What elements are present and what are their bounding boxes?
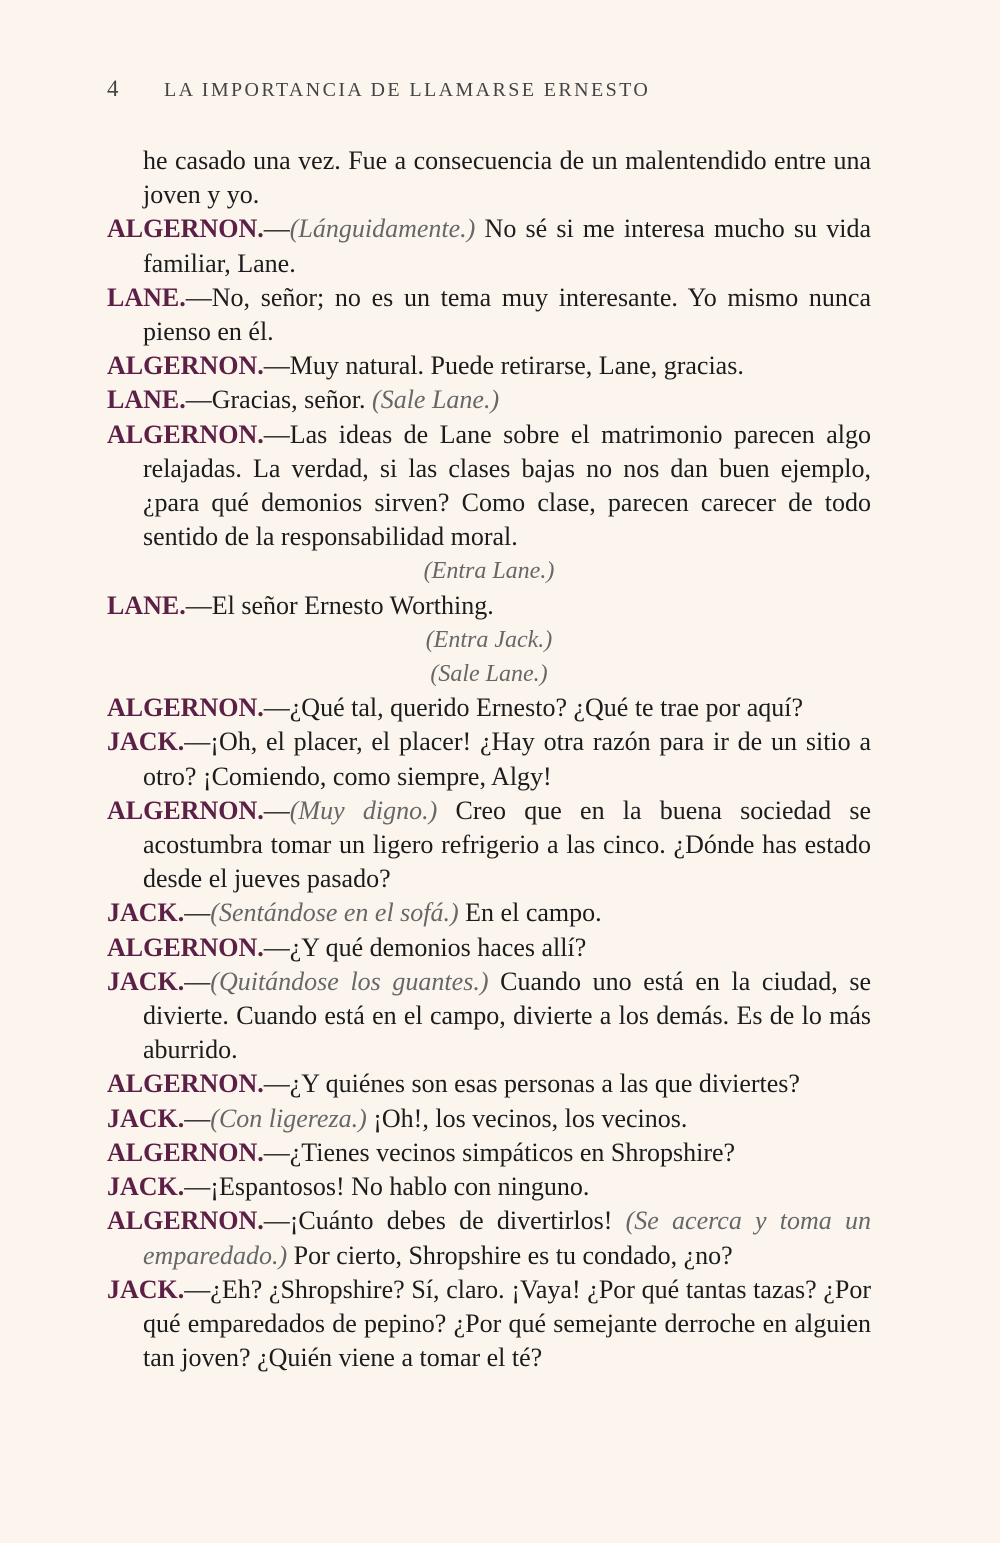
speaker-name: ALGERNON. (107, 795, 264, 825)
em-dash: — (185, 282, 212, 312)
dialogue-text: Creo que en la buena sociedad se acostumbra tomar un ligero refrigerio a las cinco. ¿Dónde has estado desde el jueves pasado? (143, 795, 871, 894)
em-dash: — (263, 419, 290, 449)
speaker-name: ALGERNON. (107, 419, 264, 449)
speaker-name: LANE. (107, 282, 186, 312)
speaker-name: ALGERNON. (107, 1069, 264, 1099)
speaker-name: JACK. (107, 727, 185, 757)
speaker-name: ALGERNON. (107, 1137, 264, 1167)
speaker-name: JACK. (107, 966, 185, 996)
stage-direction: (Sale Lane.) (430, 661, 548, 688)
speaker-name: JACK. (107, 1172, 185, 1202)
dialogue-text: No sé si me interesa mucho su vida familiar, Lane. (143, 214, 871, 278)
em-dash: — (263, 351, 290, 381)
speaker-name: JACK. (107, 898, 185, 928)
speaker-name: LANE. (107, 385, 186, 415)
dialogue-text: ¿Qué tal, querido Ernesto? ¿Qué te trae por aquí? (289, 693, 804, 723)
dialogue-text: Gracias, señor. (211, 385, 373, 415)
dialogue-text: ¿Eh? ¿Shropshire? Sí, claro. ¡Vaya! ¿Por qué tantas tazas? ¿Por qué emparedados de pepino? ¿Por qué semejante derroche en alguien tan joven? ¿Quién viene a tomar el té? (143, 1274, 871, 1373)
running-head (107, 76, 650, 106)
dialogue-line (107, 383, 871, 417)
dialogue-text: ¿Y qué demonios haces allí? (289, 932, 587, 962)
speaker-name: ALGERNON. (107, 1206, 264, 1236)
em-dash: — (263, 1137, 290, 1167)
em-dash: — (184, 966, 211, 996)
speaker-name: ALGERNON. (107, 351, 264, 381)
em-dash: — (263, 693, 290, 723)
stage-direction-inline: (Con ligereza.) (210, 1103, 367, 1133)
em-dash: — (184, 1103, 211, 1133)
dialogue-line (107, 1067, 871, 1101)
stage-direction-inline: (Sentándose en el sofá.) (210, 898, 459, 928)
stage-direction-inline: (Quitándose los guantes.) (210, 966, 489, 996)
dialogue-text: ¡Espantosos! No hablo con ninguno. (210, 1172, 590, 1202)
dialogue-line (107, 589, 871, 623)
em-dash: — (263, 214, 290, 244)
dialogue-text: Cuando uno está en la ciudad, se divierte. Cuando está en el campo, divierte a los demás. Es de lo más aburrido. (143, 966, 872, 1065)
dialogue-line (107, 691, 871, 725)
stage-direction-inline: (Se acerca y toma un emparedado.) (143, 1206, 872, 1270)
speaker-name: ALGERNON. (107, 214, 264, 244)
em-dash: — (184, 727, 211, 757)
dialogue-line (107, 281, 871, 349)
dialogue-text: No, señor; no es un tema muy interesante. Yo mismo nunca pienso en él. (143, 282, 871, 347)
page-number: 4 (107, 76, 119, 101)
stage-direction: (Entra Jack.) (425, 626, 553, 653)
em-dash: — (184, 1172, 211, 1202)
stage-direction-inline: (Sale Lane.) (372, 385, 500, 415)
dialogue-line (107, 212, 871, 280)
dialogue-line (107, 896, 871, 930)
speaker-name: ALGERNON. (107, 932, 264, 962)
em-dash: — (184, 898, 211, 928)
em-dash: — (263, 932, 290, 962)
dialogue-line (107, 1170, 871, 1204)
dialogue-line (107, 931, 871, 965)
speaker-name: JACK. (107, 1274, 185, 1304)
book-title: LA IMPORTANCIA DE LLAMARSE ERNESTO (164, 79, 651, 101)
dialogue-line (107, 1204, 871, 1272)
stage-direction: (Entra Lane.) (423, 558, 555, 585)
dialogue-line (107, 794, 871, 897)
dialogue-text: ¡Oh!, los vecinos, los vecinos. (366, 1103, 688, 1133)
stage-direction-inline: (Muy digno.) (289, 795, 438, 825)
dialogue-line (107, 349, 871, 383)
dialogue-line (107, 725, 871, 793)
dialogue-line (107, 965, 871, 1068)
em-dash: — (263, 795, 290, 825)
stage-direction-inline: (Lánguidamente.) (289, 214, 476, 244)
dialogue-text: ¿Tienes vecinos simpáticos en Shropshire? (289, 1137, 736, 1167)
dialogue-text: Las ideas de Lane sobre el matrimonio parecen algo relajadas. La verdad, si las clases bajas no nos dan buen ejemplo, ¿para qué demonios sirven? Como clase, parecen carecer de todo sentido de la responsabilidad moral. (143, 419, 871, 552)
dialogue-text: Por cierto, Shropshire es tu condado, ¿no? (287, 1240, 733, 1270)
speaker-name: JACK. (107, 1103, 185, 1133)
speaker-name: ALGERNON. (107, 693, 264, 723)
em-dash: — (263, 1069, 290, 1099)
dialogue-text: En el campo. (458, 898, 602, 928)
dialogue-line (107, 1273, 871, 1376)
dialogue-line (107, 1102, 871, 1136)
dialogue-text: ¡Oh, el placer, el placer! ¿Hay otra razón para ir de un sitio a otro? ¡Comiendo, como siempre, Algy! (143, 727, 871, 791)
em-dash: — (185, 385, 212, 415)
dialogue-continuation (107, 144, 871, 212)
play-text (107, 144, 871, 1375)
em-dash: — (184, 1274, 211, 1304)
speaker-name: LANE. (107, 590, 186, 620)
em-dash: — (263, 1206, 290, 1236)
dialogue-text: he casado una vez. Fue a consecuencia de un malentendido entre una joven y yo. (143, 146, 871, 210)
em-dash: — (185, 590, 212, 620)
dialogue-line (107, 1136, 871, 1170)
dialogue-text: ¡Cuánto debes de divertirlos! (289, 1206, 626, 1236)
dialogue-text: ¿Y quiénes son esas personas a las que diviertes? (289, 1069, 800, 1099)
dialogue-text: Muy natural. Puede retirarse, Lane, gracias. (289, 351, 744, 381)
dialogue-line (107, 418, 871, 555)
dialogue-text: El señor Ernesto Worthing. (211, 590, 494, 620)
